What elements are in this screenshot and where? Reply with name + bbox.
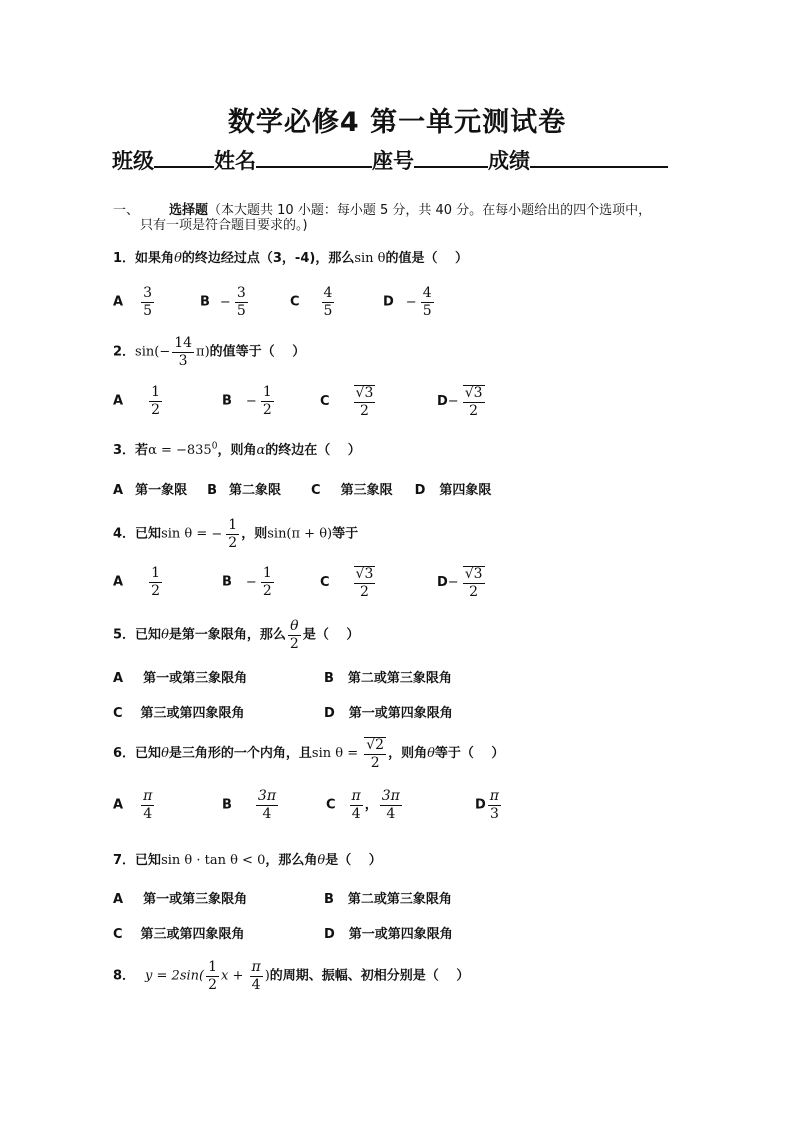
question-5 [113, 619, 359, 651]
q1-d-num: 4 [422, 285, 432, 301]
q6-option-b[interactable] [222, 789, 280, 821]
q2-frac [172, 336, 194, 368]
q5-option-c[interactable] [113, 702, 245, 721]
q7-option-d[interactable] [324, 923, 453, 942]
q3-option-c[interactable] [311, 483, 393, 498]
q1-d-sign: − [405, 294, 417, 310]
q2-frac-den: 3 [178, 352, 188, 369]
q4-text-2: ，则 [241, 526, 268, 542]
q4-d-num: √3 [464, 566, 483, 582]
q5-d-label: D [324, 706, 335, 721]
q6-text-2: 是三角形的一个内角，且 [168, 746, 312, 762]
q8-frac-1-den: 2 [208, 976, 218, 993]
q4-option-b[interactable] [222, 566, 276, 598]
q7-d-text: 第一或第四象限角 [348, 927, 453, 942]
q1-text-3: 的值是（ ） [385, 251, 469, 266]
q1-b-num: 3 [236, 285, 246, 301]
q3-number: 3． [113, 443, 136, 458]
q1-b-frac [235, 286, 248, 318]
q7-a-label: A [113, 892, 124, 907]
q8-frac-2 [250, 960, 263, 992]
q7-option-b[interactable] [324, 888, 452, 907]
q7-option-c[interactable] [113, 923, 245, 942]
q4-a-label: A [113, 574, 124, 590]
q4-b-den: 2 [262, 582, 272, 599]
q2-text: 的值等于（ ） [209, 344, 306, 360]
q8-frac-1-num: 1 [208, 959, 218, 975]
q6-frac-num: √2 [366, 737, 385, 753]
q2-b-frac [261, 385, 274, 417]
question-1 [113, 247, 468, 266]
q2-a-frac [149, 385, 162, 417]
q1-text-1: 如果角 [135, 251, 175, 266]
q6-d-num: π [489, 788, 499, 804]
q1-d-den: 5 [422, 302, 432, 319]
q3-text-3: 的终边在（ ） [265, 443, 361, 458]
score-label: 成绩 [488, 149, 530, 173]
q6-a-frac [141, 789, 154, 821]
q6-c-den-2: 4 [386, 805, 396, 822]
q6-a-label: A [113, 797, 124, 813]
q7-text-1: 已知 [135, 853, 162, 868]
q6-b-den: 4 [262, 805, 272, 822]
q2-a-den: 2 [151, 401, 160, 418]
question-3 [113, 439, 361, 458]
question-7 [113, 849, 382, 868]
q1-b-den: 5 [236, 302, 246, 319]
q2-option-b[interactable] [222, 385, 276, 417]
q8-frac-2-den: 4 [251, 976, 261, 993]
q3-option-d[interactable] [415, 483, 492, 498]
q2-d-den: 2 [469, 402, 479, 419]
q4-a-num: 1 [151, 565, 160, 581]
seat-blank[interactable] [414, 144, 488, 168]
q6-var: θ [161, 746, 169, 762]
q4-d-sign: − [447, 575, 459, 591]
q8-expr-mid: x + [221, 968, 248, 984]
q5-var: θ [161, 627, 169, 643]
section-title: 选择题 [169, 203, 209, 218]
q4-d-frac [463, 566, 485, 599]
q1-option-a[interactable] [113, 286, 156, 318]
section-desc-2: 只有一项是符合题目要求的。) [140, 218, 308, 233]
q5-c-label: C [113, 706, 123, 721]
q4-option-a[interactable] [113, 566, 164, 598]
q3-b-label: B [207, 483, 217, 498]
q5-c-text: 第三或第四象限角 [140, 706, 245, 721]
q5-b-text: 第二或第三象限角 [347, 671, 452, 686]
q1-c-frac [322, 286, 335, 318]
q2-b-label: B [222, 393, 232, 409]
q1-a-num: 3 [143, 285, 152, 301]
q1-c-num: 4 [323, 285, 333, 301]
q2-d-label: D [437, 394, 448, 410]
q3-option-a[interactable] [113, 483, 187, 498]
q6-a-num: π [143, 788, 153, 804]
q6-text-3: ，则角 [388, 746, 428, 762]
q2-option-a[interactable] [113, 385, 164, 417]
q4-b-num: 1 [262, 565, 272, 581]
q2-c-den: 2 [360, 402, 369, 419]
q3-b-text: 第二象限 [229, 483, 282, 498]
question-4 [113, 518, 358, 550]
q2-b-sign: − [245, 393, 257, 409]
q4-c-frac [354, 566, 376, 599]
q7-c-text: 第三或第四象限角 [140, 927, 245, 942]
q2-option-c[interactable] [320, 385, 377, 418]
q4-text-1: 已知 [135, 526, 162, 542]
q6-d-frac [488, 789, 501, 821]
score-blank[interactable] [530, 144, 668, 168]
q4-expr-1: sin θ = [161, 526, 212, 542]
q2-c-num: √3 [355, 385, 374, 401]
q1-text-2: 的终边经过点（3，-4)，那么 [181, 251, 355, 266]
q2-a-num: 1 [151, 384, 160, 400]
q5-option-b[interactable] [324, 667, 452, 686]
q1-a-den: 5 [143, 302, 152, 319]
q3-d-label: D [414, 483, 426, 498]
q6-c-frac-1 [350, 789, 363, 821]
q8-expr-pre: y = 2sin( [145, 968, 205, 984]
q6-c-frac-2 [380, 789, 402, 821]
section-desc-1: （本大题共 10 小题：每小题 5 分，共 40 分。在每小题给出的四个选项中， [208, 203, 652, 218]
seat-label: 座号 [372, 149, 414, 173]
q5-text-3: 是（ ） [302, 627, 360, 643]
q4-text-3: 等于 [332, 526, 359, 542]
q7-var: θ [317, 853, 326, 868]
q6-option-d[interactable] [475, 789, 503, 821]
class-blank[interactable] [154, 144, 214, 168]
q5-option-a[interactable] [113, 667, 247, 686]
q7-a-text: 第一或第三象限角 [143, 892, 248, 907]
q4-c-num: √3 [355, 566, 374, 582]
q5-number: 5． [113, 627, 136, 643]
q3-option-b[interactable] [207, 483, 281, 498]
q4-frac-den: 2 [228, 534, 238, 551]
q4-c-den: 2 [360, 583, 369, 600]
q3-c-text: 第三象限 [340, 483, 393, 498]
q4-expr-2: sin(π + θ) [267, 526, 333, 542]
q2-d-frac [463, 385, 485, 418]
q6-a-den: 4 [143, 805, 153, 822]
q1-b-label: B [200, 294, 210, 310]
q5-a-text: 第一或第三象限角 [143, 671, 248, 686]
q6-option-a[interactable] [113, 789, 156, 821]
q5-text-1: 已知 [135, 627, 162, 643]
class-label: 班级 [112, 149, 154, 173]
q5-option-d[interactable] [324, 702, 453, 721]
q2-d-sign: − [447, 394, 459, 410]
q4-number: 4． [113, 526, 136, 542]
q6-d-label: D [475, 797, 486, 813]
q1-d-frac [421, 286, 434, 318]
q6-c-sep: ， [364, 797, 378, 813]
q4-frac [226, 518, 239, 550]
q6-text-4: 等于（ ） [434, 746, 505, 762]
q8-frac-1 [206, 960, 219, 992]
name-label: 姓名 [214, 149, 256, 173]
q5-frac-num: θ [290, 618, 299, 634]
q6-b-num: 3π [257, 788, 277, 804]
q2-c-label: C [320, 394, 330, 410]
q1-expr: sin θ [354, 251, 386, 266]
q1-option-c[interactable] [290, 286, 336, 318]
q3-text-2: ，则角 [217, 443, 257, 458]
q2-expr-pre: sin(− [135, 344, 171, 360]
q5-d-text: 第一或第四象限角 [348, 706, 453, 721]
q7-option-a[interactable] [113, 888, 247, 907]
q4-sign: − [211, 526, 223, 542]
q2-b-den: 2 [262, 401, 272, 418]
q3-a-text: 第一象限 [135, 483, 188, 498]
q5-frac [288, 619, 301, 651]
q4-b-sign: − [245, 574, 257, 590]
q4-d-den: 2 [469, 583, 479, 600]
q7-text-2: ，那么角 [265, 853, 318, 868]
q4-b-label: B [222, 574, 232, 590]
q2-option-d[interactable] [437, 385, 487, 418]
q1-var: θ [174, 251, 182, 266]
q2-a-label: A [113, 393, 124, 409]
q1-c-label: C [290, 294, 300, 310]
q6-var-2: θ [427, 746, 435, 762]
q8-frac-2-num: π [251, 959, 261, 975]
question-6 [113, 737, 504, 770]
q7-b-text: 第二或第三象限角 [347, 892, 452, 907]
q7-text-3: 是（ ） [325, 853, 382, 868]
name-blank[interactable] [256, 144, 372, 168]
q6-b-frac [256, 789, 278, 821]
q7-number: 7． [113, 853, 136, 868]
q1-option-d[interactable] [383, 286, 436, 318]
q1-b-sign: − [219, 294, 231, 310]
q4-option-c[interactable] [320, 566, 377, 599]
section-number: 一、 [113, 203, 140, 218]
q3-d-text: 第四象限 [439, 483, 492, 498]
q6-text-1: 已知 [135, 746, 162, 762]
q4-a-frac [149, 566, 162, 598]
q2-c-frac [354, 385, 376, 418]
q4-b-frac [261, 566, 274, 598]
q3-a-label: A [113, 483, 124, 498]
q6-c-den-1: 4 [351, 805, 361, 822]
q6-c-num-1: π [351, 788, 361, 804]
q6-number: 6． [113, 746, 136, 762]
q7-c-label: C [113, 927, 123, 942]
q4-a-den: 2 [151, 582, 160, 599]
q4-d-label: D [437, 575, 448, 591]
question-2 [113, 336, 305, 368]
page-title: 数学必修4 第一单元测试卷 [227, 107, 567, 138]
q5-a-label: A [113, 671, 124, 686]
q4-frac-num: 1 [228, 517, 238, 533]
q3-var: α [256, 443, 266, 458]
student-info-line [112, 144, 668, 175]
q6-frac [364, 737, 386, 770]
q3-degree: 0 [211, 441, 218, 452]
q3-expr: α = −835 [148, 443, 212, 458]
q6-b-label: B [222, 797, 232, 813]
q7-expr: sin θ · tan θ < 0 [161, 853, 266, 868]
q1-d-label: D [383, 294, 394, 310]
q5-b-label: B [324, 671, 334, 686]
q1-option-b[interactable] [200, 286, 250, 318]
q7-d-label: D [324, 927, 335, 942]
q5-frac-den: 2 [289, 635, 299, 652]
q6-c-label: C [326, 797, 336, 813]
q1-number: 1． [113, 251, 136, 266]
q1-a-frac [141, 286, 154, 318]
q4-c-label: C [320, 575, 330, 591]
q6-frac-den: 2 [370, 754, 380, 771]
q6-expr: sin θ = [311, 746, 363, 762]
q7-b-label: B [324, 892, 334, 907]
q3-text-1: 若 [135, 443, 149, 458]
q3-c-label: C [311, 483, 321, 498]
q2-expr-post: π) [196, 344, 210, 360]
q2-number: 2． [113, 344, 136, 360]
q3-options [113, 479, 491, 498]
q5-text-2: 是第一象限角，那么 [168, 627, 286, 643]
q1-c-den: 5 [323, 302, 333, 319]
q6-option-c[interactable] [326, 789, 404, 821]
q2-frac-num: 14 [174, 335, 193, 351]
q6-d-den: 3 [489, 805, 499, 822]
q8-text: 的周期、振幅、初相分别是（ ） [269, 968, 470, 984]
q2-d-num: √3 [464, 385, 483, 401]
q2-b-num: 1 [262, 384, 272, 400]
q4-option-d[interactable] [437, 566, 487, 599]
q8-number: 8． [113, 968, 136, 984]
q8-expr-post: ) [264, 968, 270, 984]
question-8 [113, 960, 469, 992]
q1-a-label: A [113, 294, 124, 310]
q6-c-num-2: 3π [381, 788, 400, 804]
